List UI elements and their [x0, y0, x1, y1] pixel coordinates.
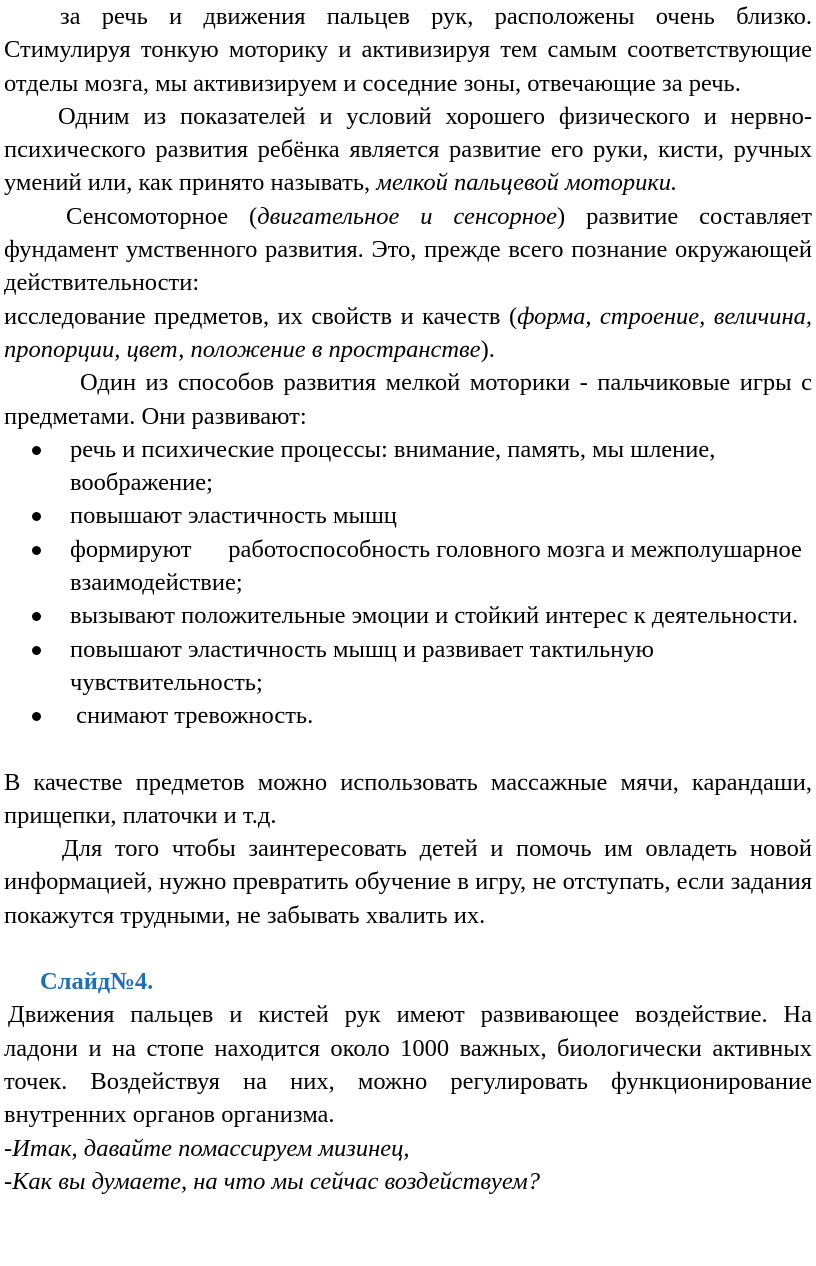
slide-heading: Слайд№4. [40, 968, 154, 996]
bullet-icon [32, 446, 41, 455]
paragraph-speech-motor [4, 0, 812, 100]
paragraph-text: В качестве предметов можно использовать массажные мячи, карандаши, прищепки, платочки и т.д. [4, 768, 812, 829]
blank-line [4, 932, 812, 965]
paragraph-text: ). [480, 335, 495, 363]
benefits-list [4, 433, 812, 733]
bullet-icon [32, 612, 41, 621]
paragraph-question-2 [4, 1165, 812, 1198]
paragraph-text: Один из способов развития мелкой моторики - пальчиковые игры с предметами. Они развивают: [4, 369, 812, 430]
paragraph-emphasis: форма, строение, величина, пропорции, цвет, положение в пространстве [4, 302, 812, 363]
paragraph-objects [4, 766, 812, 833]
list-item [4, 633, 812, 700]
paragraph-sensorimotor [4, 200, 812, 300]
list-item [4, 699, 812, 732]
paragraph-fine-motor [4, 100, 812, 200]
list-item [4, 433, 812, 500]
list-item-text: снимают тревожность. [70, 702, 314, 730]
bullet-icon [32, 646, 41, 655]
list-item-text: формируют работоспособность головного мозга и межполушарное взаимодействие; [70, 535, 809, 597]
paragraph-emphasis: -Итак, давайте помассируем мизинец, [4, 1134, 410, 1162]
bullet-icon [32, 512, 41, 521]
paragraph-finger-games [4, 366, 812, 433]
list-item-text: повышают эластичность мышц [70, 502, 397, 530]
list-item-text: вызывают положительные эмоции и стойкий интерес к деятельности. [70, 602, 799, 630]
paragraph-emphasis: двигательное и сенсорное [257, 202, 558, 230]
paragraph-text: Движения пальцев и кистей рук имеют развивающее воздействие. На ладони и на стопе находится около 1000 важных, биологически активных точек. Воздействуя на них, можно регулировать функционирование внутренних органов организма. [4, 1001, 812, 1129]
paragraph-object-study [4, 300, 812, 367]
paragraph-text: Одним из показателей и условий хорошего физического и нервно-психического развития ребёнка является развитие его руки, кисти, ручных умений или, как принято называть, [4, 102, 812, 197]
bullet-icon [32, 546, 41, 555]
paragraph-text: ) развитие составляет фундамент умственного развития. Это, прежде всего познание окружающей действительности: [4, 202, 812, 297]
paragraph-text: Сенсомоторное ( [66, 202, 258, 230]
paragraph-emphasis: мелкой пальцевой моторики. [376, 169, 678, 197]
paragraph-interest [4, 832, 812, 932]
paragraph-text: исследование предметов, их свойств и качеств ( [4, 302, 518, 330]
paragraph-text: Для того чтобы заинтересовать детей и помочь им овладеть новой информацией, нужно превратить обучение в игру, не отступать, если задания покажутся трудными, не забывать хвалить их. [4, 835, 812, 929]
paragraph-emphasis: -Как вы думаете, на что мы сейчас воздействуем? [4, 1167, 540, 1195]
paragraph-active-points [4, 998, 812, 1131]
list-item [4, 499, 812, 532]
list-item [4, 533, 812, 600]
blank-line [4, 733, 812, 766]
list-item [4, 599, 812, 632]
paragraph-text: за речь и движения пальцев рук, расположены очень близко. Стимулируя тонкую моторику и активизируя тем самым соответствующие отделы мозга, мы активизируем и соседние зоны, отвечающие за речь. [4, 3, 812, 97]
list-item-text: речь и психические процессы: внимание, память, мы шление, воображение; [70, 435, 716, 497]
bullet-icon [32, 712, 41, 721]
paragraph-question-1 [4, 1132, 812, 1165]
list-item-text: повышают эластичность мышц и развивает тактильную чувствительность; [70, 635, 654, 696]
